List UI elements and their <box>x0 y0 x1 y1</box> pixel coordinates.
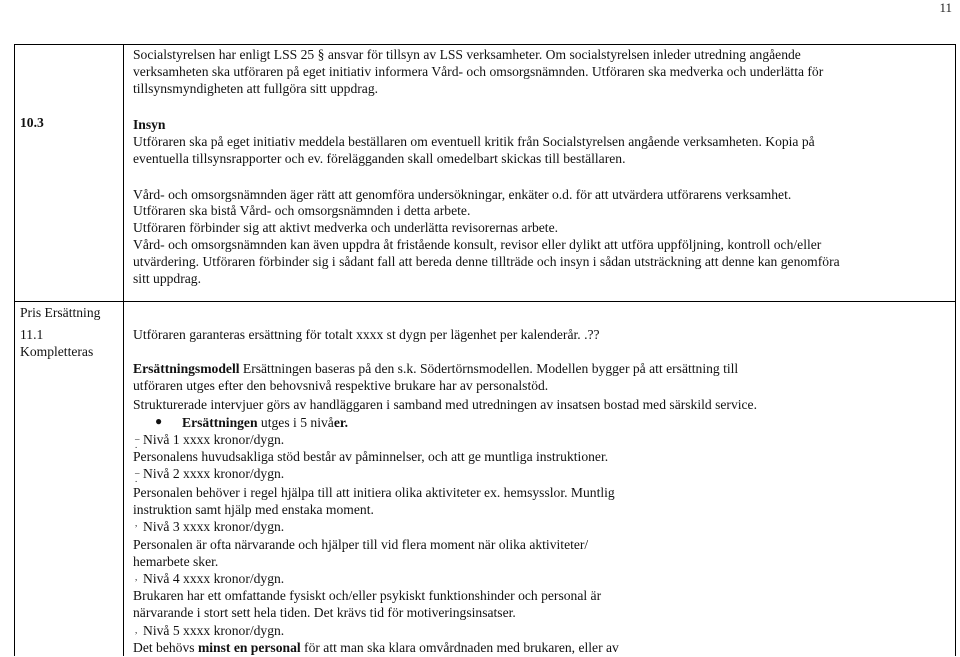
paragraph-line: Brukaren har ett omfattande fysiskt och/eller psykiskt funktionshinder och personal är <box>133 588 602 603</box>
level-line: Nivå 5 xxxx kronor/dygn. <box>143 623 285 638</box>
table-border-top <box>14 44 956 45</box>
bullet-line <box>182 414 348 432</box>
level-marker-icon: _ . <box>135 431 140 450</box>
pris-heading: Pris Ersättning <box>20 305 101 320</box>
paragraph-line: Strukturerade intervjuer görs av handläggaren i samband med utredningen av insatsen bostad med särskild service. <box>133 397 757 412</box>
guarantee-line: Utföraren garanteras ersättning för totalt xxxx st dygn per lägenhet per kalenderår. .?? <box>133 327 600 342</box>
intro-line: verksamheten ska utföraren på eget initiativ informera Vård- och omsorgsnämnden. Utföraren ska medverka och underlätta för <box>133 64 824 79</box>
last-post: för att man ska klara omvårdnaden med brukaren, eller av <box>300 640 619 655</box>
bullet-end: er. <box>333 415 349 430</box>
model-label: Ersättningsmodell <box>133 361 240 376</box>
paragraph-line: närvarande i stort sett hela tiden. Det krävs tid för motiveringsinsatser. <box>133 605 516 620</box>
section-heading: Insyn <box>133 117 166 132</box>
table-border-left <box>14 44 15 656</box>
paragraph-line: Personalen behöver i regel hjälpa till att initiera olika aktiviteter ex. hemsysslor. Muntlig <box>133 485 615 500</box>
level-line: Nivå 4 xxxx kronor/dygn. <box>143 571 285 586</box>
kompletteras-note: Kompletteras <box>20 344 94 359</box>
level-line: Nivå 3 xxxx kronor/dygn. <box>143 519 285 534</box>
paragraph-line: Vård- och omsorgsnämnden kan även uppdra åt fristående konsult, revisor eller dylikt att utföra uppföljning, kontroll och/eller <box>133 237 822 252</box>
bullet-bold: Ersättningen <box>182 415 258 430</box>
page-number: 11 <box>939 0 952 15</box>
paragraph-line: Personalen är ofta närvarande och hjälper till vid flera moment när olika aktiviteter/ <box>133 537 589 552</box>
level-line: Nivå 1 xxxx kronor/dygn. <box>143 432 285 447</box>
paragraph-line: Vård- och omsorgsnämnden äger rätt att genomföra undersökningar, enkäter o.d. för att utvärdera utförarens verksamhet. <box>133 187 792 202</box>
intro-line: tillsynsmyndigheten att fullgöra sitt uppdrag. <box>133 81 379 96</box>
table-column-divider <box>123 44 124 656</box>
last-pre: Det behövs <box>133 640 198 655</box>
level-marker-icon: , <box>135 518 138 528</box>
bullet-dot: ● <box>155 414 163 428</box>
paragraph-line: Utföraren ska bistå Vård- och omsorgsnämnden i detta arbete. <box>133 203 471 218</box>
level-marker-icon: _ . <box>135 465 140 484</box>
last-bold: minst en personal <box>197 640 301 655</box>
paragraph-line: utvärdering. Utföraren förbinder sig i sådant fall att bereda denne tillträde och insyn i sådan utsträckning att denne kan genomföra <box>133 254 840 269</box>
table-border-right <box>955 44 956 656</box>
paragraph-line: Utföraren ska på eget initiativ meddela beställaren om eventuell kritik från Socialstyrelsen angående verksamheten. Kopia på <box>133 134 815 149</box>
section-number: 11.1 <box>20 327 44 342</box>
paragraph-line <box>133 639 619 657</box>
model-text: Ersättningen baseras på den s.k. Södertörnsmodellen. Modellen bygger på att ersättning till <box>242 361 739 376</box>
table-row-divider <box>14 301 956 302</box>
level-marker-icon: , <box>135 625 138 635</box>
level-marker-icon: , <box>135 572 138 582</box>
paragraph-line: instruktion samt hjälp med enstaka moment. <box>133 502 374 517</box>
section-number: 10.3 <box>20 115 44 130</box>
paragraph-line: eventuella tillsynsrapporter och ev. förelägganden skall omedelbart skickas till beställaren. <box>133 151 626 166</box>
paragraph-line: utföraren utges efter den behovsnivå respektive brukare har av personalstöd. <box>133 378 549 393</box>
model-line <box>133 360 738 378</box>
paragraph-line: Personalens huvudsakliga stöd består av påminnelser, och att ge muntliga instruktioner. <box>133 449 609 464</box>
paragraph-line: sitt uppdrag. <box>133 271 201 286</box>
intro-line: Socialstyrelsen har enligt LSS 25 § ansvar för tillsyn av LSS verksamheter. Om socialstyrelsen inleder utredning angående <box>133 47 801 62</box>
bullet-text: utges i 5 nivå <box>257 415 334 430</box>
paragraph-line: hemarbete sker. <box>133 554 219 569</box>
paragraph-line: Utföraren förbinder sig att aktivt medverka och underlätta revisorernas arbete. <box>133 220 559 235</box>
level-line: Nivå 2 xxxx kronor/dygn. <box>143 466 285 481</box>
